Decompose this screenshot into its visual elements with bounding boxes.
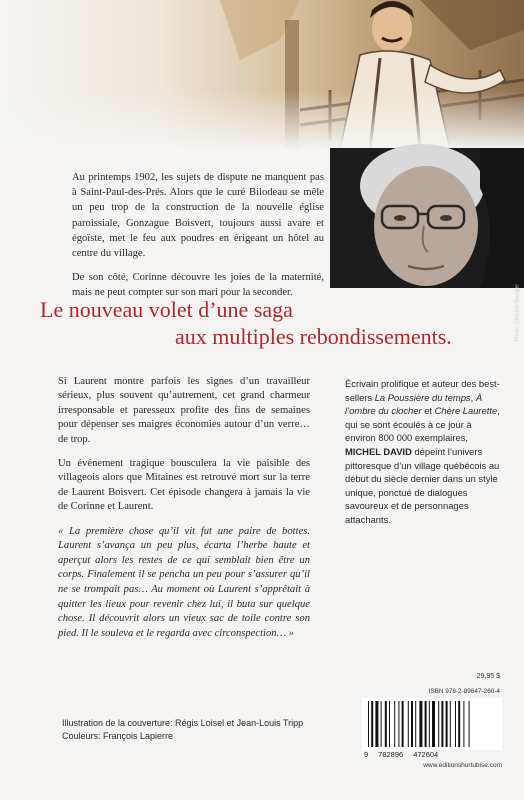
bio-text-5: dépeint l’univers pittoresque d’un village québécois au début du siècle dernier dans un style unique, ponctué de dialogues savoureux et de personnages attachants. <box>345 445 500 525</box>
story-text <box>58 375 310 651</box>
bio-text-1: Écrivain prolifique et auteur des best-sellers <box>345 378 500 403</box>
author-bio <box>345 377 500 527</box>
intro-paragraph-1: Au printemps 1902, les sujets de dispute ne manquent pas à Saint-Paul-des-Prés. Alors que le curé Bilodeau se mêle un peu trop de la construction de la nouvelle église paroissiale, Gonzague Boisvert, toujours aussi avare et égoïste, met le feu aux poudres en érigeant un hôtel au centre du village. <box>72 172 324 260</box>
intro-paragraph-2: De son côté, Corinne découvre les joies de la maternité, mais ne peut compter sur son mari pour la seconder. <box>72 272 324 299</box>
bio-book-1: La Poussière du temps <box>374 391 471 403</box>
story-quote: « La première chose qu’il vit fut une paire de bottes. Laurent s’avança un peu plus, écarta l’herbe haute et aperçut alors les restes de ce qui semblait bien être un corps. Finalement il se pencha un peu pour s’assurer qu’il ne se trompait pas… Au moment où Laurent s’apprêtait à quitter les lieux pour revenir chez lui, il buta sur quelque chose. Il découvrit alors un vieux sac de toile contre son pied. Il le souleva et le regarda avec circonspection… » <box>58 525 310 639</box>
credit-illustration: Illustration de la couverture: Régis Loisel et Jean-Louis Tripp <box>62 718 304 728</box>
isbn: ISBN 978-2-89647-260-4 <box>428 688 500 695</box>
barcode <box>362 698 502 750</box>
bio-author-name: MICHEL DAVID <box>345 445 412 457</box>
barcode-digit-group-3: 472604 <box>413 750 439 759</box>
story-paragraph-2: Un événement tragique bousculera la vie paisible des villageois alors que Mitaines est retrouvé mort sur la terre de Laurent Boisvert. Cet épisode changera à jamais la vie de Corinne et Laurent. <box>58 458 310 513</box>
bio-book-2: À l’ombre du clocher <box>345 391 483 417</box>
barcode-digit-group-2: 782896 <box>378 750 404 759</box>
cover-illustration <box>0 0 524 150</box>
intro-text <box>72 170 324 310</box>
barcode-digit-group-1: 9 <box>364 750 369 759</box>
story-paragraph-1: Si Laurent montre parfois les signes d’un travailleur sérieux, plus souvent qu’autrement, cet grand charmeur irresponsable et paresseux profite des fins de semaines pour dépenser ses maigres économies autour d’un verre… de trop. <box>58 376 310 445</box>
publisher-website: www.editionshurtubise.com <box>423 762 502 769</box>
bio-text-4: , qui se sont écoulés à ce jour à environ 800 000 exemplaires, <box>345 405 500 444</box>
tagline <box>30 296 510 350</box>
cover-credits <box>62 717 362 743</box>
credit-colors: Couleurs: François Lapierre <box>62 731 174 741</box>
bio-text-3: et <box>421 405 435 417</box>
bio-book-3: Chère Laurette <box>434 405 498 417</box>
bio-text-2: , <box>470 391 476 403</box>
photo-credit: Photo : Christine Bourgier <box>514 284 520 342</box>
price: 29,95 $ <box>476 673 500 680</box>
barcode-digits <box>362 750 502 759</box>
tagline-line-1: Le nouveau volet d’une saga <box>40 297 293 322</box>
author-portrait <box>330 148 524 342</box>
tagline-line-2: aux multiples rebondissements. <box>175 324 452 349</box>
